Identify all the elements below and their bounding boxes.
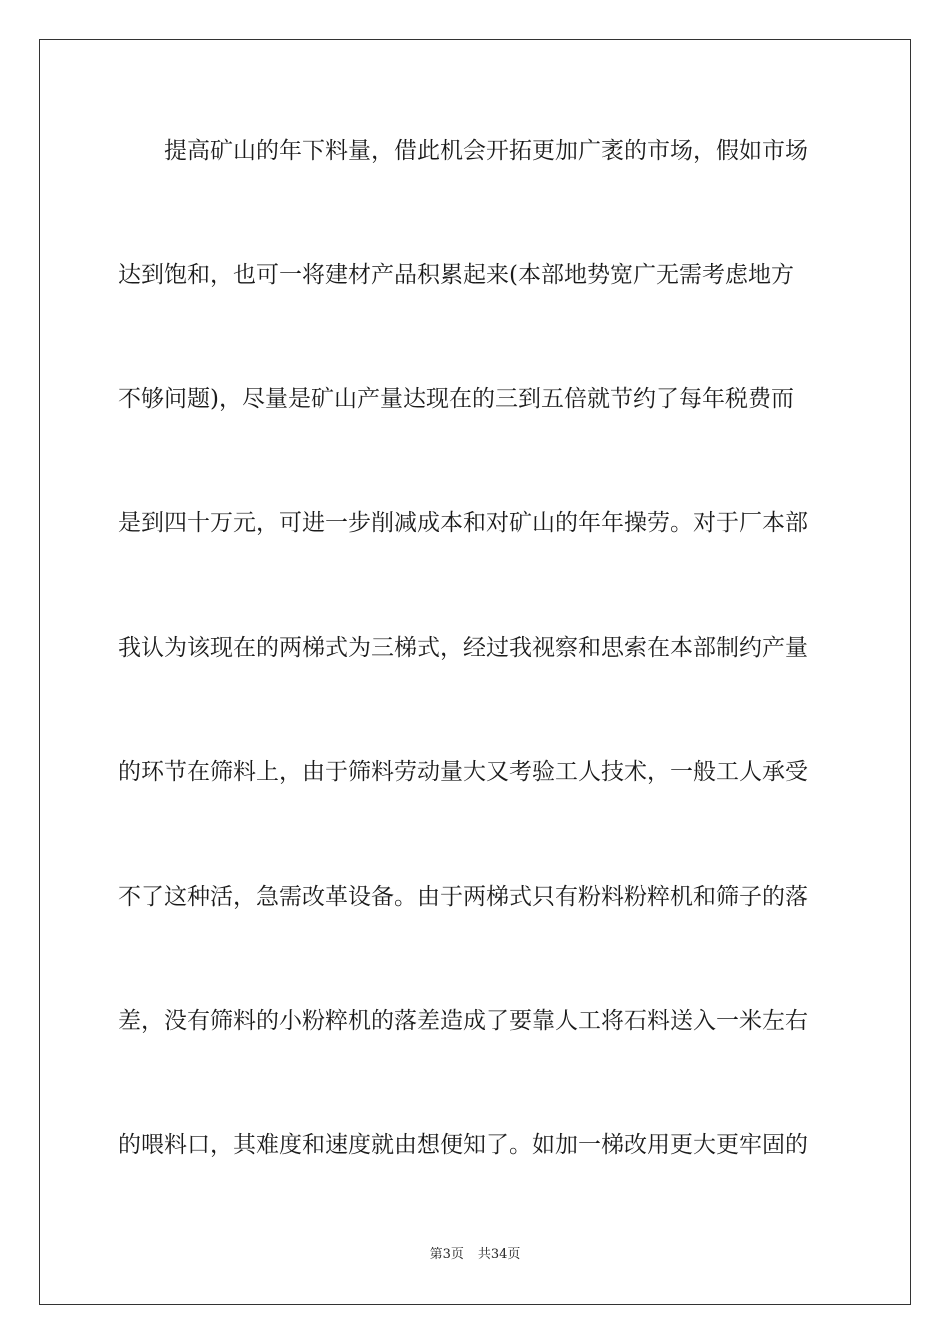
- paragraph-line-4: 是到四十万元，可进一步削减成本和对矿山的年年操劳。对于厂本部: [118, 510, 808, 536]
- paragraph-line-9: 的喂料口，其难度和速度就由想便知了。如加一梯改用更大更牢固的: [118, 1132, 808, 1158]
- page-total: 共34页: [477, 1247, 521, 1262]
- paragraph-line-3: 不够问题)，尽量是矿山产量达现在的三到五倍就节约了每年税费而: [118, 386, 794, 412]
- page-number: 第3页: [429, 1247, 464, 1262]
- paragraph-line-6: 的环节在筛料上，由于筛料劳动量大又考验工人技术，一般工人承受: [118, 759, 808, 785]
- paragraph-line-8: 差，没有筛料的小粉粹机的落差造成了要靠人工将石料送入一米左右: [118, 1008, 808, 1034]
- paragraph-line-1: 提高矿山的年下料量，借此机会开拓更加广袤的市场，假如市场: [164, 138, 808, 164]
- page-border: [39, 39, 911, 1305]
- paragraph-line-5: 我认为该现在的两梯式为三梯式，经过我视察和思索在本部制约产量: [118, 635, 808, 661]
- paragraph-line-7: 不了这种活，急需改革设备。由于两梯式只有粉料粉粹机和筛子的落: [118, 884, 808, 910]
- page-footer: [0, 1246, 950, 1264]
- paragraph-line-2: 达到饱和，也可一将建材产品积累起来(本部地势宽广无需考虑地方: [118, 262, 794, 288]
